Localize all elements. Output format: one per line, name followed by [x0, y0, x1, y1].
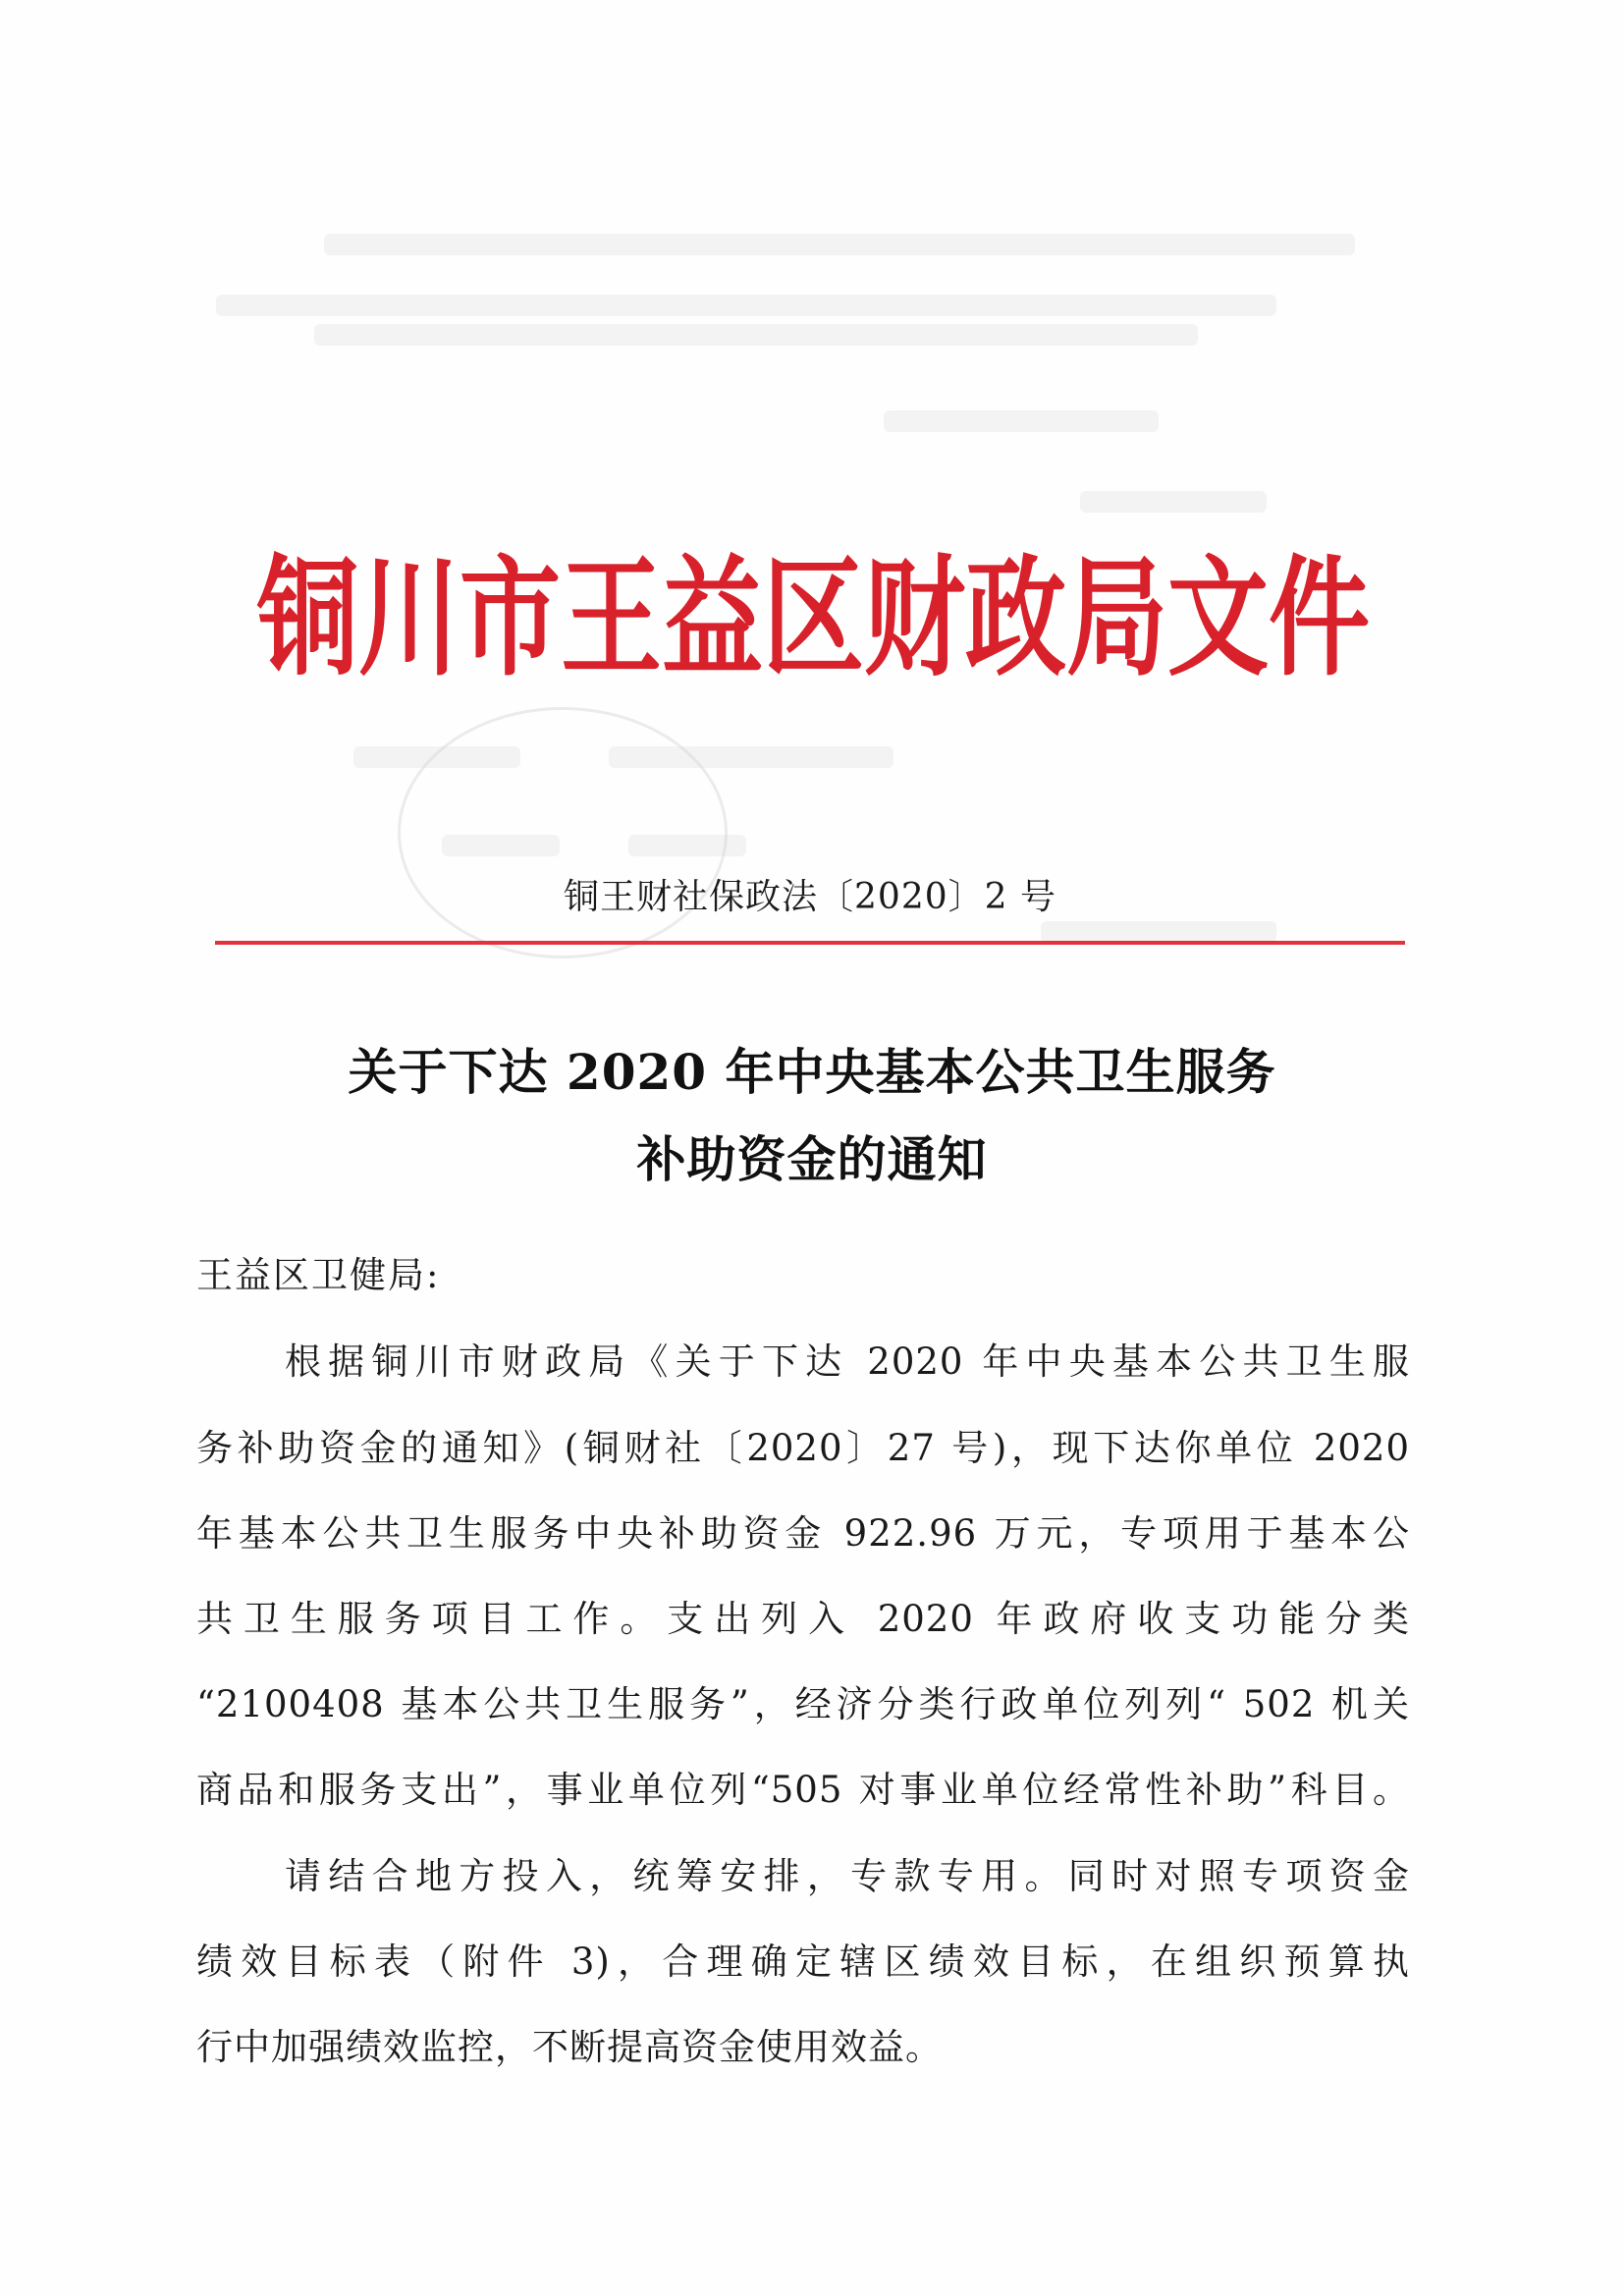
- body-paragraph-2-line-1: 请结合地方投入，统筹安排，专款专用。同时对照专项资金: [285, 1855, 1410, 1897]
- body-paragraph-1-line-3: 年基本公共卫生服务中央补助资金 922.96 万元，专项用于基本公: [196, 1512, 1410, 1555]
- body-paragraph-1-line-4: 共卫生服务项目工作。支出列入 2020 年政府收支功能分类: [196, 1598, 1410, 1640]
- notice-title-line-1: 关于下达 2020 年中央基本公共卫生服务: [348, 1043, 1276, 1101]
- body-paragraph-2-line-3: 行中加强绩效监控，不断提高资金使用效益。: [196, 2026, 943, 2068]
- body-paragraph-1-line-1: 根据铜川市财政局《关于下达 2020 年中央基本公共卫生服: [285, 1340, 1410, 1383]
- body-paragraph-1-line-5: “2100408 基本公共卫生服务”，经济分类行政单位列列“ 502 机关: [196, 1683, 1410, 1725]
- bleed-through-background: [0, 0, 1624, 982]
- document-number: 铜王财社保政法〔2020〕2 号: [564, 877, 1056, 917]
- addressee: 王益区卫健局:: [196, 1254, 441, 1296]
- body-paragraph-1-line-2: 务补助资金的通知》(铜财社〔2020〕27 号)，现下达你单位 2020: [196, 1427, 1410, 1469]
- body-paragraph-2-line-2: 绩效目标表（附件 3)，合理确定辖区绩效目标，在组织预算执: [196, 1941, 1410, 1983]
- notice-title-line-2: 补助资金的通知: [636, 1130, 988, 1188]
- faint-seal-ring: [398, 707, 728, 958]
- body-paragraph-1-line-6: 商品和服务支出”，事业单位列“505 对事业单位经常性补助”科目。: [196, 1769, 1410, 1811]
- red-separator-line: [215, 941, 1405, 945]
- issuer-header-title: 铜川市王益区财政局文件: [257, 543, 1370, 695]
